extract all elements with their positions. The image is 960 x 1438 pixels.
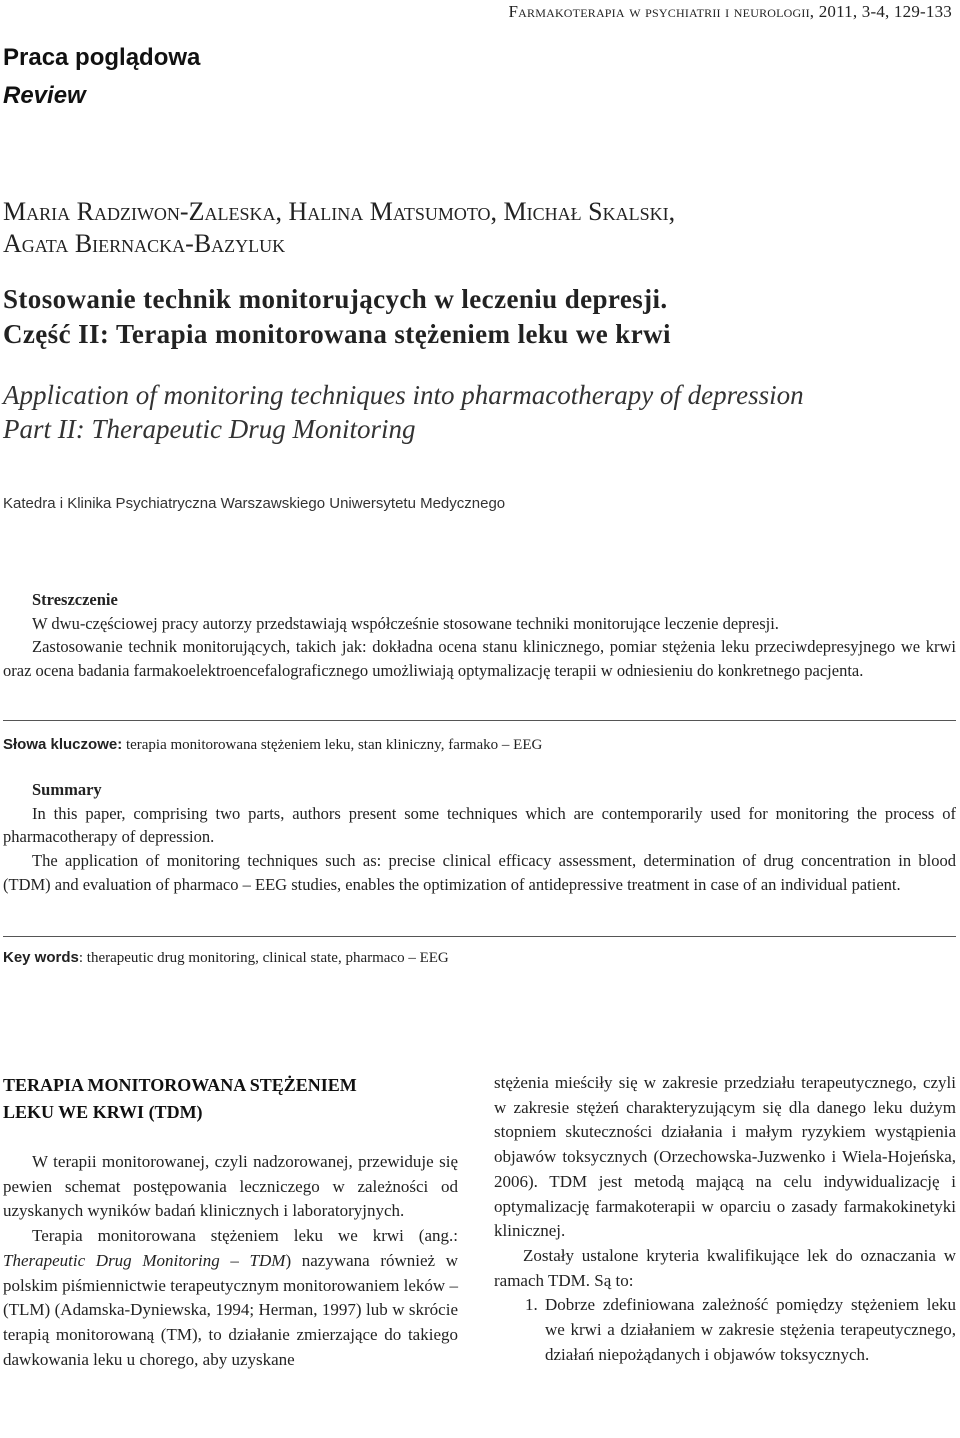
left-paragraph-2 <box>3 1224 458 1372</box>
left-paragraph-1: W terapii monitorowanej, czyli nadzorowanej, przewiduje się pewien schemat postępowania leczniczego w zależności od uzyskanych wyników badań klinicznych i laboratoryjnych. <box>3 1152 458 1221</box>
keywords-polish <box>3 736 542 754</box>
list-item <box>494 1293 956 1367</box>
left-p2-part-a: Terapia monitorowana stężeniem leku we krwi (ang.: <box>32 1226 458 1246</box>
title-pl-line-1: Stosowanie technik monitorujących w leczeniu depresji. <box>3 284 668 314</box>
keywords-english <box>3 949 449 967</box>
authors <box>3 196 953 260</box>
authors-line-2: Agata Biernacka-Bazyluk <box>3 229 286 258</box>
section-title <box>3 1072 463 1126</box>
abstract-en-paragraph-1: In this paper, comprising two parts, authors present some techniques which are contemporarily used for monitoring the process of pharmacotherapy of depression. <box>3 803 956 847</box>
right-paragraph-1: stężenia mieściły się w zakresie przedziału terapeutycznego, czyli w zakresie stężeń charakteryzującym się dla danego leku dużym stopniem skuteczności działania i małym ryzykiem wystąpienia objawów toksycznych (Orzechowska-Juzwenko i Wiela-Hojeńska, 2006). TDM jest metodą mającą na celu indywidualizację i optymalizację farmakoterapii w oparciu o zasady farmakokinetyki klinicznej. <box>494 1073 956 1241</box>
abstract-polish <box>3 588 956 683</box>
keywords-pl-label: Słowa kluczowe: <box>3 736 123 753</box>
keywords-en-label: Key words <box>3 949 79 966</box>
keywords-en-text: : therapeutic drug monitoring, clinical state, pharmaco – EEG <box>78 950 449 966</box>
abstract-english <box>3 778 956 897</box>
authors-line-1: Maria Radziwon-Zaleska, Halina Matsumoto, Michał Skalski, <box>3 197 676 226</box>
criteria-list <box>494 1293 956 1367</box>
list-item-number: 1. <box>525 1295 538 1315</box>
abstract-en-paragraph-2: The application of monitoring techniques such as: precise clinical efficacy assessment, determination of drug concentration in blood (TDM) and evaluation of pharmaco – EEG studies, enables the optimization of antidepressive treatment in case of an individual patient. <box>3 851 956 894</box>
keywords-pl-text: terapia monitorowana stężeniem leku, stan kliniczny, farmako – EEG <box>122 737 543 753</box>
article-type-pl: Praca poglądowa <box>3 44 201 71</box>
abstract-pl-paragraph-2: Zastosowanie technik monitorujących, takich jak: dokładna ocena stanu klinicznego, pomiar stężenia leku przeciwdepresyjnego we krwi oraz ocena badania farmakoelektroencefalograficznego umożliwiają optymalizację terapii w odniesieniu do konkretnego pacjenta. <box>3 637 956 681</box>
divider-1 <box>3 720 956 721</box>
article-type-en: Review <box>3 82 86 109</box>
affiliation: Katedra i Klinika Psychiatryczna Warszawskiego Uniwersytetu Medycznego <box>3 495 506 512</box>
title-pl-line-2: Część II: Terapia monitorowana stężeniem leku we krwi <box>3 319 671 349</box>
title-en-line-1: Application of monitoring techniques into pharmacotherapy of depression <box>3 380 804 410</box>
abstract-pl-paragraph-1: W dwu-częściowej pracy autorzy przedstawiają współcześnie stosowane techniki monitorujące leczenie depresji. <box>32 613 779 633</box>
journal-citation: Farmakoterapia w psychiatrii i neurologii, 2011, 3-4, 129-133 <box>508 2 952 21</box>
section-title-line-1: TERAPIA MONITOROWANA STĘŻENIEM <box>3 1075 357 1095</box>
left-p2-italic: Therapeutic Drug Monitoring – TDM <box>3 1250 286 1270</box>
title-en-line-2: Part II: Therapeutic Drug Monitoring <box>3 414 416 444</box>
title-polish <box>3 282 958 352</box>
body-right-column <box>494 1071 956 1367</box>
abstract-en-heading: Summary <box>32 780 102 799</box>
body-left-column <box>3 1150 458 1372</box>
left-p2-part-b: ) nazywana również w polskim piśmiennictwie terapeutycznym monitorowaniem leków – (TLM) (Adamska-Dyniewska, 1994; Herman, 1997) lub w skrócie terapią monitorowaną (TM), to działanie zmierzające do takiego dawkowania leku u chorego, aby uzyskane <box>3 1250 458 1369</box>
list-item-text: Dobrze zdefiniowana zależność pomiędzy stężeniem leku we krwi a działaniem w zakresie stężenia terapeutycznego, działań niepożądanych i objawów toksycznych. <box>545 1295 956 1364</box>
right-paragraph-2: Zostały ustalone kryteria kwalifikujące lek do oznaczania w ramach TDM. Są to: <box>494 1245 956 1290</box>
divider-2 <box>3 936 956 937</box>
title-english <box>3 378 958 446</box>
section-title-line-2: LEKU WE KRWI (TDM) <box>3 1102 203 1122</box>
abstract-pl-heading: Streszczenie <box>32 590 118 609</box>
